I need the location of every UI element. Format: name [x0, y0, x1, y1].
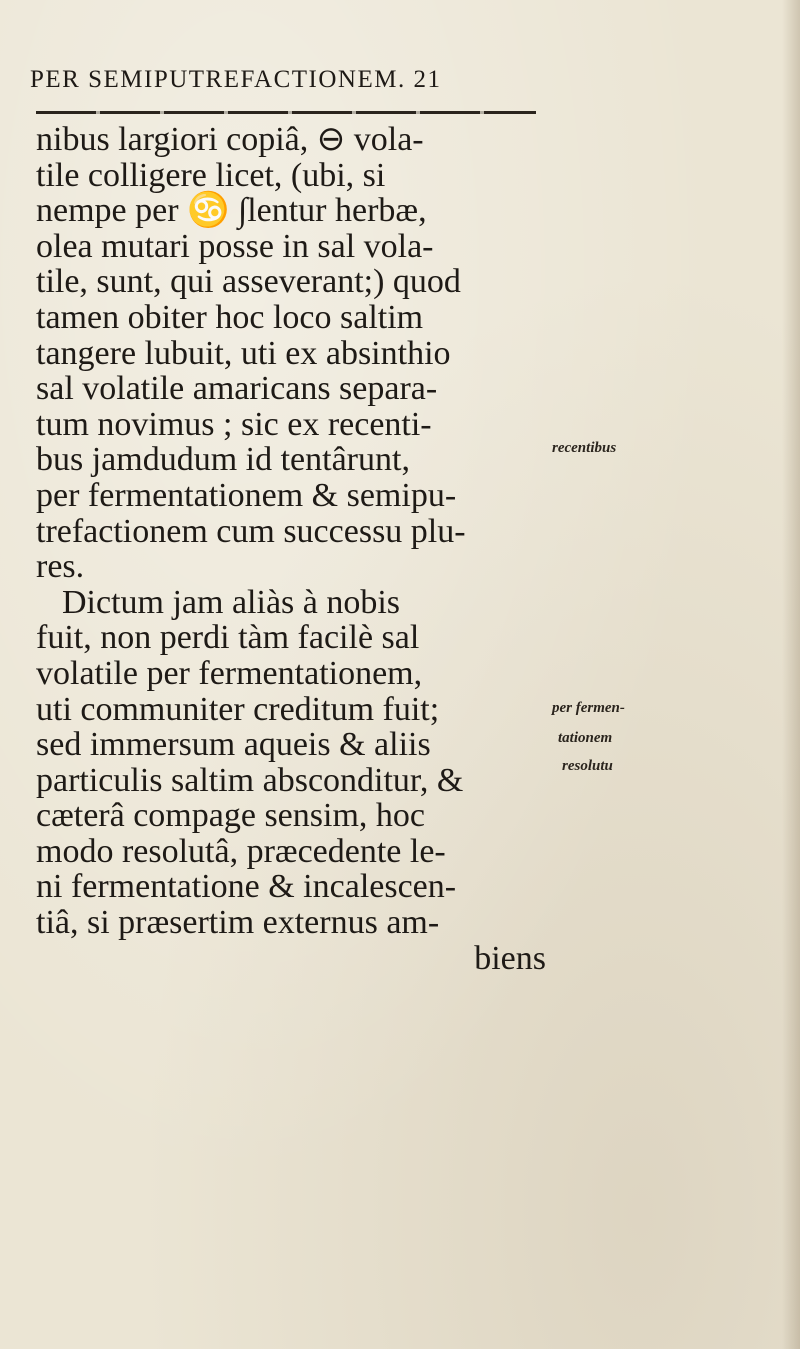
running-header: PER SEMIPUTREFACTIONEM. 21: [30, 66, 442, 93]
text-line: tile colligere licet, (ubi, si: [36, 156, 386, 194]
header-rule: [36, 111, 536, 114]
margin-note: resolutu: [562, 758, 613, 774]
text-line: tamen obiter hoc loco saltim: [36, 298, 424, 336]
paragraph-start-line: Dictum jam aliàs à nobis: [62, 583, 401, 621]
page-edge-shadow: [782, 0, 800, 1349]
text-line: particulis saltim absconditur, &: [36, 761, 464, 799]
text-line: volatile per fermentationem,: [36, 654, 423, 692]
text-line: bus jamdudum id tentârunt,: [36, 441, 410, 479]
body-text: [36, 122, 546, 976]
text-line: uti communiter creditum fuit;: [36, 690, 440, 728]
margin-note: per fermen-: [552, 700, 625, 716]
text-line: fuit, non perdi tàm facilè sal: [36, 619, 420, 657]
text-line: olea mutari posse in sal vola-: [36, 227, 434, 265]
text-line: tiâ, si præsertim externus am-: [36, 904, 440, 942]
text-line: trefactionem cum successu plu-: [36, 512, 466, 550]
text-line: nempe per ♋ ∫lentur herbæ,: [36, 192, 427, 230]
text-line: nibus largiori copiâ, ⊖ vola-: [36, 121, 424, 158]
text-line: tile, sunt, qui asseverant;) quod: [36, 263, 461, 301]
text-line: per fermentationem & semipu-: [36, 476, 457, 514]
margin-note: tationem: [558, 730, 613, 746]
text-line: res.: [36, 548, 85, 586]
text-line: modo resolutâ, præcedente le-: [36, 832, 446, 870]
catchword: biens: [474, 939, 546, 977]
text-line: ni fermentatione & incalescen-: [36, 868, 457, 906]
text-line: cæterâ compage sensim, hoc: [36, 797, 425, 835]
text-line: tum novimus ; sic ex recenti-: [36, 405, 432, 443]
text-line: sed immersum aqueis & aliis: [36, 726, 431, 764]
text-line: tangere lubuit, uti ex absinthio: [36, 334, 451, 372]
margin-note: recentibus: [552, 440, 617, 456]
text-line: sal volatile amaricans separa-: [36, 370, 438, 408]
